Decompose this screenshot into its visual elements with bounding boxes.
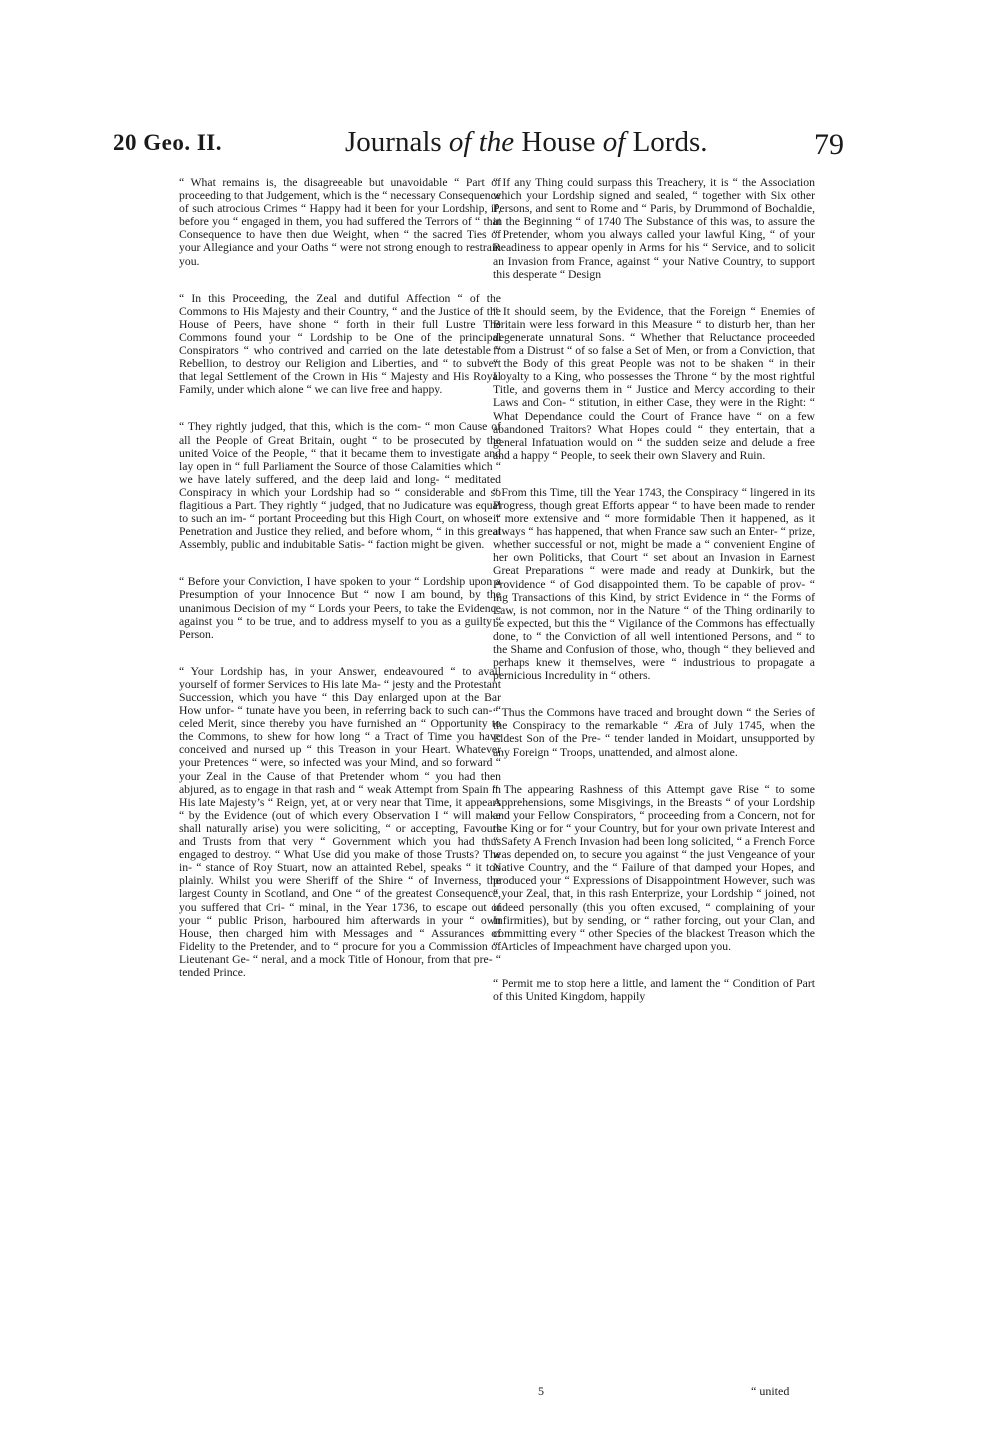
- left-column: [179, 176, 501, 1003]
- paragraph: “ If any Thing could surpass this Treachery, it is “ the Association which your Lordship signed and sealed, “ together with Six other Persons, and sent to Rome and “ Paris, by Drummond of Bochaldie, in the Beginning “ of 1740 The Substance of this was, to assure the “ Pretender, whom you always called your lawful King, “ of your Readiness to appear openly in Arms for his “ Service, and to solicit an Invasion from France, against “ your Native Country, to support this desperate “ Design: [493, 176, 815, 281]
- running-title: [345, 126, 708, 159]
- paragraph: “ From this Time, till the Year 1743, the Conspiracy “ lingered in its Progress, though great Efforts appear “ to have been made to render it more extensive and “ more formidable Then it happened, as it always “ has happened, that when France saw such an Enter- “ prize, whether successful or not, might be made a “ convenient Engine of her own Politicks, that Court “ set about an Invasion in Earnest Great Preparations “ were made and ready at Dunkirk, but the Providence “ of God disappointed them. To be capable of prov- “ ing Transactions of this Kind, by strict Evidence in “ the Forms of Law, is not common, nor in the Nature “ of the Thing ordinarily to be expected, but this the “ Vigilance of the Commons has effectually done, to “ the Conviction of all well intentioned Persons, and “ to the Shame and Confusion of those, who, though “ they believed and perhaps knew it themselves, were “ industrious to propagate a pernicious Incredulity in “ others.: [493, 485, 815, 683]
- running-title-italic: of: [602, 126, 626, 158]
- running-title-italic: of the: [448, 126, 515, 158]
- page-header: [0, 126, 992, 166]
- running-title-part: Journals: [345, 126, 449, 158]
- paragraph: “ Permit me to stop here a little, and lament the “ Condition of Part of this United Kingdom, happily: [493, 976, 815, 1003]
- signature-mark: 5: [538, 1384, 544, 1398]
- running-title-part: Lords.: [625, 126, 708, 158]
- page-footer: [0, 1384, 992, 1404]
- paragraph: “ They rightly judged, that this, which is the com- “ mon Cause of all the People of Great Britain, ought “ to be prosecuted by the united Voice of the People, “ that it became them to investigate and lay open in “ full Parliament the Source of those Calamities which “ we have lately suffered, and the deep laid and long- “ meditated Conspiracy in which your Lordship had so “ considerable and so flagitious a Part. They rightly “ judged, that no Judicature was equal to such an im- “ portant Proceeding but this High Court, on whose “ Penetration and Justice they relied, and before whom, “ in this great Assembly, public and indubitable Satis- “ faction might be given.: [179, 420, 501, 552]
- page-number: 79: [814, 128, 844, 161]
- paragraph: “ In this Proceeding, the Zeal and dutiful Affection “ of the Commons to His Majesty and their Country, “ and the Justice of the House of Peers, have shone “ forth in their full Lustre The Commons found your “ Lordship to be One of the principal Conspirators “ who contrived and carried on the late detestable “ Rebellion, to destroy our Religion and Liberties, and “ to subvert that legal Settlement of the Crown in His “ Majesty and His Royal Family, under which alone “ we can live free and happy.: [179, 291, 501, 397]
- paragraph: “ Thus the Commons have traced and brought down “ the Series of the Conspiracy to the remarkable “ Æra of July 1745, when the Eldest Son of the Pre- “ tender landed in Moidart, unsupported by any Foreign “ Troops, unattended, and almost alone.: [493, 706, 815, 759]
- regnal-year: 20 Geo. II.: [113, 130, 222, 155]
- right-column: [493, 176, 815, 1003]
- paragraph: “ Your Lordship has, in your Answer, endeavoured “ to avail yourself of former Services to His late Ma- “ jesty and the Protestant Succession, which you have “ this Day enlarged upon at the Bar How unfor- “ tunate have you been, in referring back to such can- “ celed Merit, since thereby you have furnished an “ Opportunity to the Commons, to shew for how long “ a Tract of Time you have conceived and nursed up “ this Treason in your Heart. Whatever your Pretences “ were, so infected was your Mind, and so forward “ your Zeal in the Cause of that Pretender whom “ you had then abjured, as to engage in that rash and “ weak Attempt from Spain in His late Majesty’s “ Reign, yet, at or very near that Time, it appears “ by the Evidence (out of which every Observation I “ will make shall naturally arise) you were soliciting, “ or accepting, Favours and Trusts from that very “ Government which you had thus engaged to destroy. “ What Use did you make of those Trusts? The in- “ stance of Roy Stuart, now an attainted Rebel, speaks “ it too plainly. Whilst you were Sheriff of the Shire “ of Inverness, the largest County in Scotland, and One “ of the greatest Consequence, you suffered that Cri- “ minal, in the Year 1736, to escape out of your “ public Prison, harboured him afterwards in your “ own House, then charged him with Messages and “ Assurances of Fidelity to the Pretender, and to “ procure for you a Commission of Lieutenant Ge- “ neral, and a mock Title of Honour, from that pre- “ tended Prince.: [179, 664, 501, 979]
- paragraph: “ What remains is, the disagreeable but unavoidable “ Part of proceeding to that Judgement, which is the “ necessary Consequence of such atrocious Crimes “ Happy had it been for your Lordship, if, before you “ engaged in them, you had suffered the Terrors of “ that Consequence to have then due Weight, when “ the sacred Ties of your Allegiance and your Oaths “ were not strong enough to restrain you.: [179, 176, 501, 268]
- running-title-part: House: [514, 126, 603, 158]
- paragraph: “ It should seem, by the Evidence, that the Foreign “ Enemies of Britain were less forward in this Measure “ to disturb her, than her degenerate unnatural Sons. “ Whether that Reluctance proceeded from a Distrust “ of so false a Set of Men, or from a Conviction, that “ the Body of this great People was not to be shaken “ in their Loyalty to a King, who possesses the Throne “ by the most rightful Title, and governs them in “ Justice and Mercy according to their Laws and Con- “ stitution, in either Case, they were in the Right: “ What Dependance could the Court of France have “ on a few abandoned Traitors? What Hopes could “ they entertain, that a general Infatuation would on “ the sudden seize and delude a free and a happy “ People, to seek their own Slavery and Ruin.: [493, 304, 815, 462]
- paragraph: “ The appearing Rashness of this Attempt gave Rise “ to some Apprehensions, some Misgivings, in the Breasts “ of your Lordship and your Fellow Conspirators, “ proceeding from a Concern, not for the King or for “ your Country, but for your own private Interest and “ Safety A French Invasion had been long solicited, “ a French Force was depended on, to secure you against “ the just Vengeance of your Native Country, and the “ Failure of that damped your Hopes, and produced your “ Expressions of Disappointment However, such was “ your Zeal, that, in this rash Enterprize, your Lordship “ joined, not indeed personally (this you often excused, “ complaining of your Infirmities), but by sending, or “ rather forcing, out your Clan, and committing every “ other Species of the blackest Treason which the “ Articles of Impeachment have charged upon you.: [493, 782, 815, 953]
- paragraph: “ Before your Conviction, I have spoken to your “ Lordship upon a Presumption of your Innocence But “ now I am bound, by the unanimous Decision of my “ Lords your Peers, to take the Evidence against you “ to be true, and to address myself to you as a guilty “ Person.: [179, 575, 501, 641]
- catchword: “ united: [751, 1384, 790, 1398]
